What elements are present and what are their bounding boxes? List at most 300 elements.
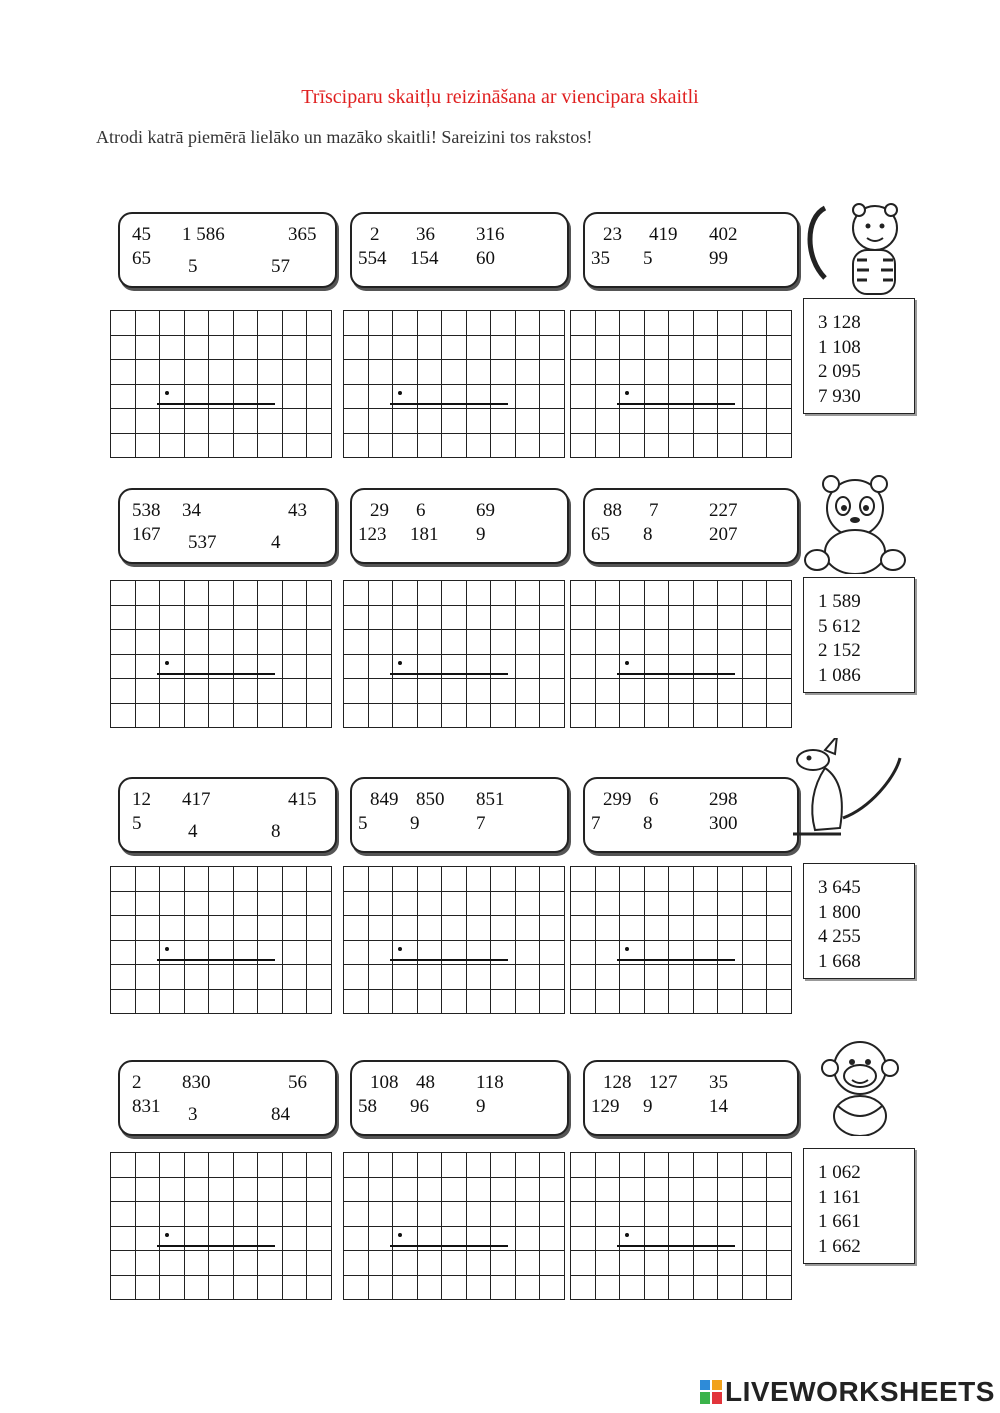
grid-cell[interactable] (282, 1275, 307, 1300)
grid-cell[interactable] (135, 1153, 160, 1178)
grid-cell[interactable] (233, 311, 258, 336)
grid-cell[interactable] (233, 360, 258, 385)
grid-cell[interactable] (160, 1251, 185, 1276)
grid-cell[interactable] (160, 891, 185, 916)
grid-cell[interactable] (111, 409, 136, 434)
grid-cell[interactable] (393, 891, 418, 916)
grid-cell[interactable] (571, 384, 596, 409)
grid-cell[interactable] (111, 630, 136, 655)
grid-cell[interactable] (669, 1275, 694, 1300)
grid-cell[interactable] (540, 916, 565, 941)
grid-cell[interactable] (442, 311, 467, 336)
grid-cell[interactable] (209, 679, 234, 704)
grid-cell[interactable] (466, 891, 491, 916)
work-grid[interactable] (110, 310, 332, 458)
grid-cell[interactable] (742, 965, 767, 990)
grid-cell[interactable] (540, 335, 565, 360)
grid-cell[interactable] (282, 605, 307, 630)
grid-cell[interactable] (233, 1177, 258, 1202)
grid-cell[interactable] (571, 703, 596, 728)
grid-cell[interactable] (491, 1177, 516, 1202)
grid-cell[interactable] (135, 630, 160, 655)
grid-cell[interactable] (540, 384, 565, 409)
grid-cell[interactable] (209, 867, 234, 892)
grid-cell[interactable] (718, 1202, 743, 1227)
grid-cell[interactable] (571, 679, 596, 704)
grid-cell[interactable] (111, 867, 136, 892)
grid-cell[interactable] (693, 1251, 718, 1276)
grid-cell[interactable] (571, 1226, 596, 1251)
grid-cell[interactable] (515, 360, 540, 385)
grid-cell[interactable] (491, 1153, 516, 1178)
grid-cell[interactable] (160, 605, 185, 630)
grid-cell[interactable] (571, 581, 596, 606)
grid-cell[interactable] (491, 311, 516, 336)
grid-cell[interactable] (491, 965, 516, 990)
grid-cell[interactable] (209, 703, 234, 728)
grid-cell[interactable] (160, 1275, 185, 1300)
grid-cell[interactable] (209, 360, 234, 385)
grid-cell[interactable] (417, 311, 442, 336)
grid-cell[interactable] (160, 703, 185, 728)
grid-cell[interactable] (571, 867, 596, 892)
grid-cell[interactable] (135, 409, 160, 434)
work-grid[interactable] (110, 866, 332, 1014)
grid-cell[interactable] (767, 581, 792, 606)
grid-cell[interactable] (417, 989, 442, 1014)
grid-cell[interactable] (540, 1226, 565, 1251)
grid-cell[interactable] (669, 1153, 694, 1178)
grid-cell[interactable] (368, 1153, 393, 1178)
work-grid[interactable] (343, 866, 565, 1014)
grid-cell[interactable] (540, 989, 565, 1014)
grid-cell[interactable] (135, 1226, 160, 1251)
grid-cell[interactable] (466, 867, 491, 892)
grid-cell[interactable] (669, 989, 694, 1014)
grid-cell[interactable] (620, 916, 645, 941)
grid-cell[interactable] (184, 630, 209, 655)
grid-cell[interactable] (258, 679, 283, 704)
work-grid[interactable] (570, 310, 792, 458)
grid-cell[interactable] (111, 311, 136, 336)
grid-cell[interactable] (368, 867, 393, 892)
grid-cell[interactable] (344, 605, 369, 630)
grid-cell[interactable] (111, 1226, 136, 1251)
grid-cell[interactable] (282, 335, 307, 360)
grid-cell[interactable] (742, 891, 767, 916)
grid-cell[interactable] (307, 989, 332, 1014)
grid-cell[interactable] (644, 409, 669, 434)
grid-cell[interactable] (184, 679, 209, 704)
grid-cell[interactable] (135, 1275, 160, 1300)
grid-cell[interactable] (307, 1153, 332, 1178)
grid-cell[interactable] (693, 867, 718, 892)
grid-cell[interactable] (233, 1202, 258, 1227)
grid-cell[interactable] (515, 940, 540, 965)
grid-cell[interactable] (344, 891, 369, 916)
grid-cell[interactable] (368, 1177, 393, 1202)
grid-cell[interactable] (344, 989, 369, 1014)
grid-cell[interactable] (442, 1153, 467, 1178)
grid-cell[interactable] (160, 1202, 185, 1227)
grid-cell[interactable] (258, 891, 283, 916)
work-grid[interactable] (110, 1152, 332, 1300)
grid-cell[interactable] (209, 1177, 234, 1202)
grid-cell[interactable] (466, 1202, 491, 1227)
grid-cell[interactable] (620, 1153, 645, 1178)
grid-cell[interactable] (393, 1251, 418, 1276)
grid-cell[interactable] (515, 654, 540, 679)
grid-cell[interactable] (209, 1275, 234, 1300)
grid-cell[interactable] (540, 433, 565, 458)
grid-cell[interactable] (209, 433, 234, 458)
grid-cell[interactable] (233, 965, 258, 990)
grid-cell[interactable] (571, 940, 596, 965)
grid-cell[interactable] (595, 1226, 620, 1251)
grid-cell[interactable] (233, 409, 258, 434)
grid-cell[interactable] (111, 581, 136, 606)
grid-cell[interactable] (282, 867, 307, 892)
grid-cell[interactable] (368, 630, 393, 655)
grid-cell[interactable] (368, 581, 393, 606)
grid-cell[interactable] (442, 679, 467, 704)
grid-cell[interactable] (669, 1202, 694, 1227)
grid-cell[interactable] (718, 605, 743, 630)
grid-cell[interactable] (282, 384, 307, 409)
grid-cell[interactable] (184, 360, 209, 385)
grid-cell[interactable] (184, 581, 209, 606)
grid-cell[interactable] (515, 1275, 540, 1300)
grid-cell[interactable] (442, 1275, 467, 1300)
grid-cell[interactable] (417, 867, 442, 892)
grid-cell[interactable] (368, 965, 393, 990)
grid-cell[interactable] (491, 630, 516, 655)
grid-cell[interactable] (233, 989, 258, 1014)
grid-cell[interactable] (620, 703, 645, 728)
grid-cell[interactable] (620, 630, 645, 655)
grid-cell[interactable] (644, 311, 669, 336)
grid-cell[interactable] (767, 433, 792, 458)
grid-cell[interactable] (258, 1275, 283, 1300)
grid-cell[interactable] (742, 654, 767, 679)
grid-cell[interactable] (160, 989, 185, 1014)
grid-cell[interactable] (595, 384, 620, 409)
grid-cell[interactable] (368, 1275, 393, 1300)
grid-cell[interactable] (693, 605, 718, 630)
grid-cell[interactable] (258, 630, 283, 655)
grid-cell[interactable] (669, 409, 694, 434)
grid-cell[interactable] (644, 867, 669, 892)
grid-cell[interactable] (111, 965, 136, 990)
grid-cell[interactable] (595, 965, 620, 990)
grid-cell[interactable] (282, 1202, 307, 1227)
grid-cell[interactable] (393, 630, 418, 655)
grid-cell[interactable] (767, 679, 792, 704)
grid-cell[interactable] (644, 1251, 669, 1276)
grid-cell[interactable] (135, 989, 160, 1014)
grid-cell[interactable] (160, 679, 185, 704)
grid-cell[interactable] (282, 630, 307, 655)
grid-cell[interactable] (258, 916, 283, 941)
work-grid[interactable] (110, 580, 332, 728)
grid-cell[interactable] (571, 409, 596, 434)
grid-cell[interactable] (258, 1251, 283, 1276)
grid-cell[interactable] (209, 965, 234, 990)
grid-cell[interactable] (282, 965, 307, 990)
grid-cell[interactable] (282, 940, 307, 965)
grid-cell[interactable] (368, 1226, 393, 1251)
grid-cell[interactable] (111, 940, 136, 965)
grid-cell[interactable] (540, 703, 565, 728)
grid-cell[interactable] (595, 1275, 620, 1300)
grid-cell[interactable] (344, 1177, 369, 1202)
grid-cell[interactable] (233, 630, 258, 655)
grid-cell[interactable] (258, 433, 283, 458)
grid-cell[interactable] (742, 989, 767, 1014)
grid-cell[interactable] (209, 891, 234, 916)
grid-cell[interactable] (160, 360, 185, 385)
grid-cell[interactable] (669, 1177, 694, 1202)
grid-cell[interactable] (515, 891, 540, 916)
grid-cell[interactable] (111, 1153, 136, 1178)
grid-cell[interactable] (233, 679, 258, 704)
grid-cell[interactable] (111, 433, 136, 458)
grid-cell[interactable] (620, 1251, 645, 1276)
grid-cell[interactable] (742, 605, 767, 630)
grid-cell[interactable] (466, 360, 491, 385)
grid-cell[interactable] (184, 1251, 209, 1276)
grid-cell[interactable] (742, 360, 767, 385)
grid-cell[interactable] (344, 1251, 369, 1276)
grid-cell[interactable] (307, 605, 332, 630)
grid-cell[interactable] (417, 703, 442, 728)
grid-cell[interactable] (307, 409, 332, 434)
grid-cell[interactable] (282, 433, 307, 458)
grid-cell[interactable] (644, 891, 669, 916)
grid-cell[interactable] (595, 409, 620, 434)
grid-cell[interactable] (209, 1202, 234, 1227)
grid-cell[interactable] (620, 360, 645, 385)
grid-cell[interactable] (515, 1251, 540, 1276)
grid-cell[interactable] (669, 1251, 694, 1276)
grid-cell[interactable] (491, 335, 516, 360)
grid-cell[interactable] (184, 409, 209, 434)
grid-cell[interactable] (135, 965, 160, 990)
grid-cell[interactable] (393, 335, 418, 360)
grid-cell[interactable] (693, 891, 718, 916)
grid-cell[interactable] (742, 703, 767, 728)
grid-cell[interactable] (184, 965, 209, 990)
work-grid[interactable] (570, 1152, 792, 1300)
grid-cell[interactable] (466, 679, 491, 704)
grid-cell[interactable] (135, 703, 160, 728)
grid-cell[interactable] (669, 360, 694, 385)
grid-cell[interactable] (466, 965, 491, 990)
grid-cell[interactable] (767, 989, 792, 1014)
grid-cell[interactable] (540, 360, 565, 385)
grid-cell[interactable] (742, 384, 767, 409)
grid-cell[interactable] (595, 989, 620, 1014)
grid-cell[interactable] (669, 703, 694, 728)
grid-cell[interactable] (644, 335, 669, 360)
grid-cell[interactable] (718, 679, 743, 704)
grid-cell[interactable] (368, 1202, 393, 1227)
grid-cell[interactable] (307, 581, 332, 606)
grid-cell[interactable] (767, 940, 792, 965)
grid-cell[interactable] (368, 605, 393, 630)
grid-cell[interactable] (233, 1275, 258, 1300)
grid-cell[interactable] (571, 630, 596, 655)
grid-cell[interactable] (620, 605, 645, 630)
grid-cell[interactable] (417, 581, 442, 606)
grid-cell[interactable] (184, 1153, 209, 1178)
grid-cell[interactable] (184, 916, 209, 941)
grid-cell[interactable] (571, 311, 596, 336)
grid-cell[interactable] (718, 581, 743, 606)
work-grid[interactable] (570, 866, 792, 1014)
grid-cell[interactable] (669, 311, 694, 336)
grid-cell[interactable] (515, 916, 540, 941)
grid-cell[interactable] (258, 1202, 283, 1227)
grid-cell[interactable] (368, 679, 393, 704)
grid-cell[interactable] (233, 891, 258, 916)
grid-cell[interactable] (184, 867, 209, 892)
grid-cell[interactable] (491, 1251, 516, 1276)
grid-cell[interactable] (693, 335, 718, 360)
grid-cell[interactable] (669, 679, 694, 704)
grid-cell[interactable] (282, 409, 307, 434)
grid-cell[interactable] (135, 360, 160, 385)
grid-cell[interactable] (620, 433, 645, 458)
grid-cell[interactable] (742, 1202, 767, 1227)
grid-cell[interactable] (442, 409, 467, 434)
grid-cell[interactable] (184, 1177, 209, 1202)
grid-cell[interactable] (595, 433, 620, 458)
grid-cell[interactable] (595, 360, 620, 385)
grid-cell[interactable] (368, 916, 393, 941)
grid-cell[interactable] (111, 679, 136, 704)
grid-cell[interactable] (442, 605, 467, 630)
grid-cell[interactable] (111, 654, 136, 679)
grid-cell[interactable] (135, 433, 160, 458)
grid-cell[interactable] (282, 1153, 307, 1178)
grid-cell[interactable] (417, 433, 442, 458)
grid-cell[interactable] (442, 360, 467, 385)
grid-cell[interactable] (595, 679, 620, 704)
grid-cell[interactable] (718, 433, 743, 458)
grid-cell[interactable] (258, 311, 283, 336)
grid-cell[interactable] (417, 409, 442, 434)
work-grid[interactable] (343, 310, 565, 458)
grid-cell[interactable] (669, 891, 694, 916)
grid-cell[interactable] (258, 989, 283, 1014)
grid-cell[interactable] (344, 867, 369, 892)
grid-cell[interactable] (282, 654, 307, 679)
grid-cell[interactable] (491, 605, 516, 630)
grid-cell[interactable] (393, 311, 418, 336)
grid-cell[interactable] (491, 1202, 516, 1227)
grid-cell[interactable] (693, 1275, 718, 1300)
grid-cell[interactable] (540, 1275, 565, 1300)
grid-cell[interactable] (693, 916, 718, 941)
grid-cell[interactable] (344, 679, 369, 704)
grid-cell[interactable] (442, 989, 467, 1014)
grid-cell[interactable] (307, 654, 332, 679)
grid-cell[interactable] (718, 335, 743, 360)
grid-cell[interactable] (466, 1251, 491, 1276)
grid-cell[interactable] (442, 1251, 467, 1276)
grid-cell[interactable] (393, 360, 418, 385)
grid-cell[interactable] (184, 703, 209, 728)
grid-cell[interactable] (515, 311, 540, 336)
grid-cell[interactable] (209, 335, 234, 360)
grid-cell[interactable] (135, 1251, 160, 1276)
grid-cell[interactable] (491, 1275, 516, 1300)
grid-cell[interactable] (540, 679, 565, 704)
grid-cell[interactable] (767, 1202, 792, 1227)
grid-cell[interactable] (515, 605, 540, 630)
grid-cell[interactable] (491, 679, 516, 704)
grid-cell[interactable] (442, 630, 467, 655)
grid-cell[interactable] (571, 605, 596, 630)
grid-cell[interactable] (742, 1251, 767, 1276)
grid-cell[interactable] (344, 409, 369, 434)
grid-cell[interactable] (258, 965, 283, 990)
grid-cell[interactable] (515, 335, 540, 360)
grid-cell[interactable] (571, 1153, 596, 1178)
grid-cell[interactable] (184, 605, 209, 630)
grid-cell[interactable] (209, 311, 234, 336)
grid-cell[interactable] (595, 311, 620, 336)
grid-cell[interactable] (111, 1202, 136, 1227)
grid-cell[interactable] (595, 867, 620, 892)
grid-cell[interactable] (540, 409, 565, 434)
grid-cell[interactable] (571, 654, 596, 679)
grid-cell[interactable] (515, 989, 540, 1014)
grid-cell[interactable] (417, 679, 442, 704)
grid-cell[interactable] (742, 1226, 767, 1251)
grid-cell[interactable] (669, 605, 694, 630)
grid-cell[interactable] (344, 311, 369, 336)
grid-cell[interactable] (282, 1251, 307, 1276)
grid-cell[interactable] (344, 360, 369, 385)
grid-cell[interactable] (515, 630, 540, 655)
grid-cell[interactable] (767, 1153, 792, 1178)
grid-cell[interactable] (742, 1153, 767, 1178)
grid-cell[interactable] (767, 384, 792, 409)
grid-cell[interactable] (135, 384, 160, 409)
grid-cell[interactable] (417, 1177, 442, 1202)
grid-cell[interactable] (620, 335, 645, 360)
grid-cell[interactable] (742, 679, 767, 704)
grid-cell[interactable] (160, 581, 185, 606)
grid-cell[interactable] (571, 433, 596, 458)
grid-cell[interactable] (282, 989, 307, 1014)
grid-cell[interactable] (417, 965, 442, 990)
grid-cell[interactable] (620, 965, 645, 990)
grid-cell[interactable] (135, 654, 160, 679)
grid-cell[interactable] (742, 940, 767, 965)
grid-cell[interactable] (111, 384, 136, 409)
grid-cell[interactable] (282, 679, 307, 704)
grid-cell[interactable] (644, 630, 669, 655)
work-grid[interactable] (343, 580, 565, 728)
grid-cell[interactable] (767, 360, 792, 385)
grid-cell[interactable] (282, 1226, 307, 1251)
grid-cell[interactable] (209, 409, 234, 434)
grid-cell[interactable] (233, 1153, 258, 1178)
grid-cell[interactable] (595, 916, 620, 941)
